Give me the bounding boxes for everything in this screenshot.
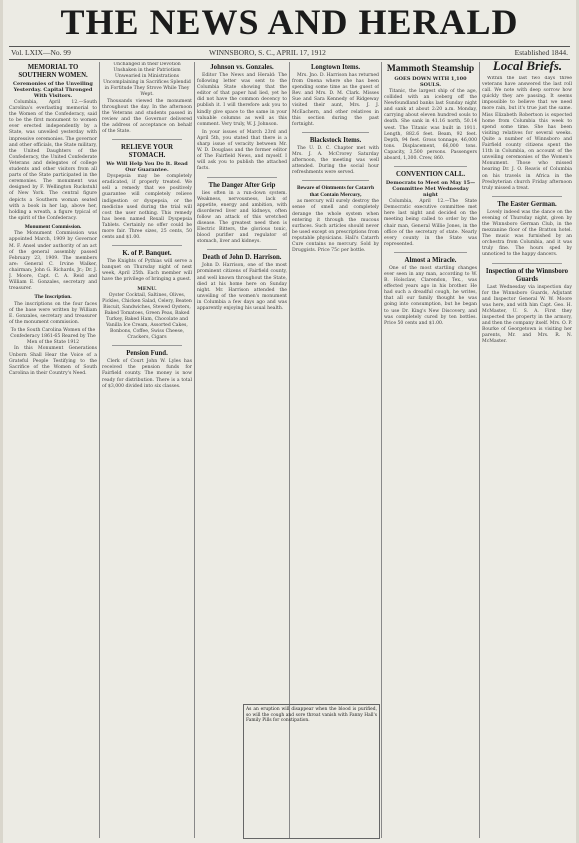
article-headline: Johnson vs. Gonzales. [210, 64, 274, 71]
divider [492, 196, 562, 197]
article-body: In this Monument Generations Unborn Shall Hear the Voice of a Grateful People Testifying to the Sacrifice of the Women of South Carolina in their Country's Need. [9, 346, 97, 376]
divider [302, 180, 369, 181]
article-body: Lovely indeed was the dance on the evening of Thursday night, given by the Winnsboro German Club, in the mezzanine floor of the Bratton hotel. The music was furnished by an orchestra from Columbia, and it was truly fine. The hours sped by unnoticed to the happy dancers. [482, 209, 572, 258]
column-5 [384, 62, 477, 838]
article-subhead: Democrats to Meet on May 15—Committee Met Wednesday night [385, 180, 476, 199]
advertisement-box [243, 704, 380, 839]
column-6 [482, 76, 572, 843]
divider [207, 177, 277, 178]
article-headline: Longtown Items. [310, 64, 361, 71]
established-note: Established 1844. [514, 48, 568, 57]
article-headline: CONVENTION CALL. [395, 171, 466, 179]
menu-list: Oyster Cocktail, Saltines, Olives, Pickles, Chicken Salad, Celery, Beaten Biscuit, Sandwiches, Stewed Oysters, Baked Tomatoes, Green Peas, Baked Turkey, Baked Ham, Chocolate and Vanilla Ice Cream, Assorted Cakes, Bonbons, Coffee, Swiss Cheese, Crackers, Cigars [102, 292, 192, 341]
column-1 [9, 62, 97, 838]
advertisement-text: As an eruption will disappear when the blood is purified, so will the cough and sore throat vanish with Fanny Hall's Family Pills for constipation. [246, 707, 377, 724]
column-rule [381, 62, 382, 838]
divider [302, 132, 369, 133]
place-date: WINNSBORO, S. C., APRIL 17, 1912 [209, 48, 326, 57]
article-subhead: We Will Help You Do It. Read Our Guarantee. [106, 161, 188, 174]
inscription-poem: Unchanged in their Devotion Unshaken in their Patriotism Unwearied in Ministrations Uncomplaining in Sacrifices Splendid in Fortitude They Strove While They Wept. [103, 62, 191, 98]
divider [207, 249, 277, 250]
article-headline: Death of John D. Harrison. [202, 254, 282, 262]
article-headline: MEMORIAL TO SOUTHERN WOMEN. [18, 64, 88, 79]
masthead: THE NEWS AND HERALD [60, 2, 519, 42]
section-heading: The Inscription. [34, 294, 72, 301]
divider [112, 345, 182, 346]
article-headline: Almost a Miracle. [404, 256, 457, 264]
article-body: Dyspepsia may be completely eradicated, if properly treated. We sell a remedy that we positively guarantee will completely relieve indigestion or dyspepsia, or the medicine used during the trial will cost the user nothing. This remedy has been named Rexall Dyspepsia Tablets. Certainly no offer could be more fair. Three sizes, 25 cents, 50 cents and $1.00. [102, 174, 192, 241]
article-headline: RELIEVE YOUR STOMACH. [120, 144, 174, 160]
article-headline: Mammoth Steamship [386, 64, 475, 74]
article-body: Columbia, April 12.—South Carolina's everlasting memorial to the Women of the Confederacy, said to be the first monument to women ever erected independently by a State, was unveiled yesterday with impressive ceremonies. The governor and other officials, the State military, the United Daughters of the Confederacy, the United Confederate Veterans and delegates of college students and other visitors from all parts of the State participated in the ceremonies. The monument was designed by F. Wellington Ruckstuhl of New York. The central figure depicts a Southern woman seated with a book in her lap, above her, holding a wreath, a figure typical of the spirit of the Confederacy. [9, 100, 97, 221]
divider [394, 166, 467, 167]
article-headline: The Easter German. [497, 200, 557, 208]
article-headline: The Danger After Grip [208, 181, 276, 189]
article-body: Last Wednesday via inspection day for the Winnsboro Guards, Adjutant and Inspector General W. W. Moore was here, and with him Capt. Geo. H. McMaster, U. S. A. First they inspected the property in the armory, and then the company itself. Mrs. O. P. Bourke of Georgetown is visiting her parents, Mr. and Mrs. R. N. McMaster. [482, 284, 572, 345]
section-heading: Monument Commission. [24, 223, 82, 230]
article-body: Mrs. Jno. D. Harrison has returned from Onena where she has been spending some time as the guest of Rev. and Mrs. D. M. Clark. Misses Sue and Sara Kennedy of Ridgeway visited their aunt, Mrs. J. J. McEachern, and other relatives in this section during the past fortnight. [292, 73, 379, 127]
article-headline: K. of P. Banquet. [122, 250, 172, 258]
article-body: Within the last two days three veterans have answered the last roll call. We note with deep sorrow how quickly they are passing. It seems impossible to believe that we need more rain, but it's true just the same. Miss Elizabeth Robertson is expected home from Columbia this week to spend some time. She has been visiting relatives for several weeks. Quite a number of Winnsboro and Fairfield county citizens spent the 11th in Columbia, on account of the unveiling ceremonies of the Women's Monument. Those who missed hearing Dr. J. O. Reavis of Columbia on his travels in Africa in the Presbyterian church Friday afternoon truly missed a treat. [482, 76, 572, 191]
column-rule [194, 62, 195, 838]
article-body: The Monument Commission was appointed March, 1909 by Governor M. F. Ansel under authority of an act of the general assembly passed February 23, 1909. The members are: General C. Irvine Walker, chairman; John G. Richards, Jr.; Dr. J. J. Moore, Capt. C. A. Reid and William E. Gonzales, secretary and treasurer. [9, 231, 97, 292]
article-body: Columbia, April 12.—The State Democratic executive committee met here last night and decided on the meeting being called to order by the chair man, General Willie Jones, in the office of the secretary of state. Nearly every county in the State was represented. [384, 199, 477, 247]
divider [112, 245, 182, 246]
menu-title: MENU. [137, 285, 157, 292]
article-body: One of the most startling changes ever seen in any man, according to W. B. Holsclaw, Clarendon, Tex., was effected years ago in his brother. He had such a dreadful cough, he writes, that all our family thought he was going into consumption, but he began to use Dr. King's New Discovery, and was completely cured by ten bottles. Price 50 cents and $1.00. [384, 265, 477, 326]
column-2 [102, 62, 192, 838]
local-briefs-heading: Local Briefs. [492, 58, 563, 73]
article-body: as mercury will surely destroy the sense of smell and completely derange the whole system when entering it through the mucous surfaces. Such articles should never be used except on prescriptions from reputable physicians. Hall's Catarrh Cure contains no mercury. Sold by Druggists. Price 75c per bottle. [292, 199, 379, 254]
inscription-poem: To the South Carolina Women of the Confederacy 1861-65 Reared by The Men of the State 1912 [10, 328, 96, 346]
column-rule [99, 62, 100, 838]
article-body: Clerk of Court John W. Lyles has received the pension funds for Fairfield county. The money is now ready for distribution. There is a total of $3,000 divided into six classes. [102, 359, 192, 389]
article-headline: Beware of Ointments for Catarrh that Contain Mercury, [296, 185, 375, 198]
article-headline: Inspection of the Winnsboro Guards [485, 267, 569, 283]
article-body: Editor The News and Herald: The following letter was sent to the Columbia State showing that the editor of that paper had lied, yet he did not have the common decency to publish it. I will therefore ask you to kindly give space to the same in your valuable columns as well as this comment. Very truly, W. J. Johnson. [197, 73, 287, 127]
article-subhead: GOES DOWN WITH 1,100 SOULS. [394, 76, 467, 88]
column-rule [479, 62, 480, 838]
article-subhead: Ceremonies of the Unveiling Yesterday. Capital Thronged With Visitors. [13, 81, 93, 99]
newspaper-page [3, 0, 576, 843]
divider [492, 263, 562, 264]
volume-number: Vol. LXIX—No. 99 [11, 48, 71, 57]
article-body: The inscriptions on the four faces of the base were written by William E. Gonzales, secretary and treasurer of the monument commission. [9, 301, 97, 326]
divider [112, 139, 182, 140]
article-body: The U. D. C. Chapter met with Mrs. J. A. McCrorey Saturday afternoon, the meeting was well attended. During the social hour refreshments were served. [292, 145, 379, 176]
article-body: In your issues of March 23rd and April 5th, you stated that there is a sharp issue of veracity between Mr. W. D. Douglass and the former editor of The Fairfield News, and myself. I will ask you to publish the attached facts. [197, 129, 287, 172]
article-body: John D. Harrison, one of the most prominent citizens of Fairfield county, and well known throughout the State, died at his home here on Sunday night. Mr. Harrison attended the unveiling of the women's monument in Columbia a few days ago and was apparently enjoying his usual health. [197, 263, 287, 311]
article-body: The Knights of Pythias will serve a banquet on Thursday night of next week, April 25th. Each member will have the privilege of bringing a guest. [102, 259, 192, 283]
article-headline: Pension Fund. [126, 350, 168, 358]
article-headline: Blackstock Items. [309, 136, 362, 144]
article-body: Titanic, the largest ship of the age, collided with an iceberg off the Newfoundland banks last Sunday night and sank at about 2:20 a.m. Monday, carrying about eleven hundred souls to death. She sank in 41.16 north, 50.14 west. The Titanic was built in 1911. Length, 882.6 feet. Beam, 92 feet. Depth, 94 feet. Gross tonnage, 46,000 tons. Displacement, 66,000 tons. Capacity, 3,500 persons. Passengers aboard, 1,300. Crew, 860. [384, 89, 477, 162]
divider [394, 252, 467, 253]
article-body: lies often in a run-down system. Weakness, nervousness, lack of appetite, energy and ambition, with disordered liver and kidneys, often follow an attack of this wretched disease. The greatest need then is Electric Bitters, the glorious tonic, blood purifier and regulator of stomach, liver and kidneys. [197, 190, 287, 245]
article-body: Thousands viewed the monument throughout the day. In the afternoon the Veterans and students passed in review and the Governor delivered the address of acceptance on behalf of the State. [102, 98, 192, 135]
